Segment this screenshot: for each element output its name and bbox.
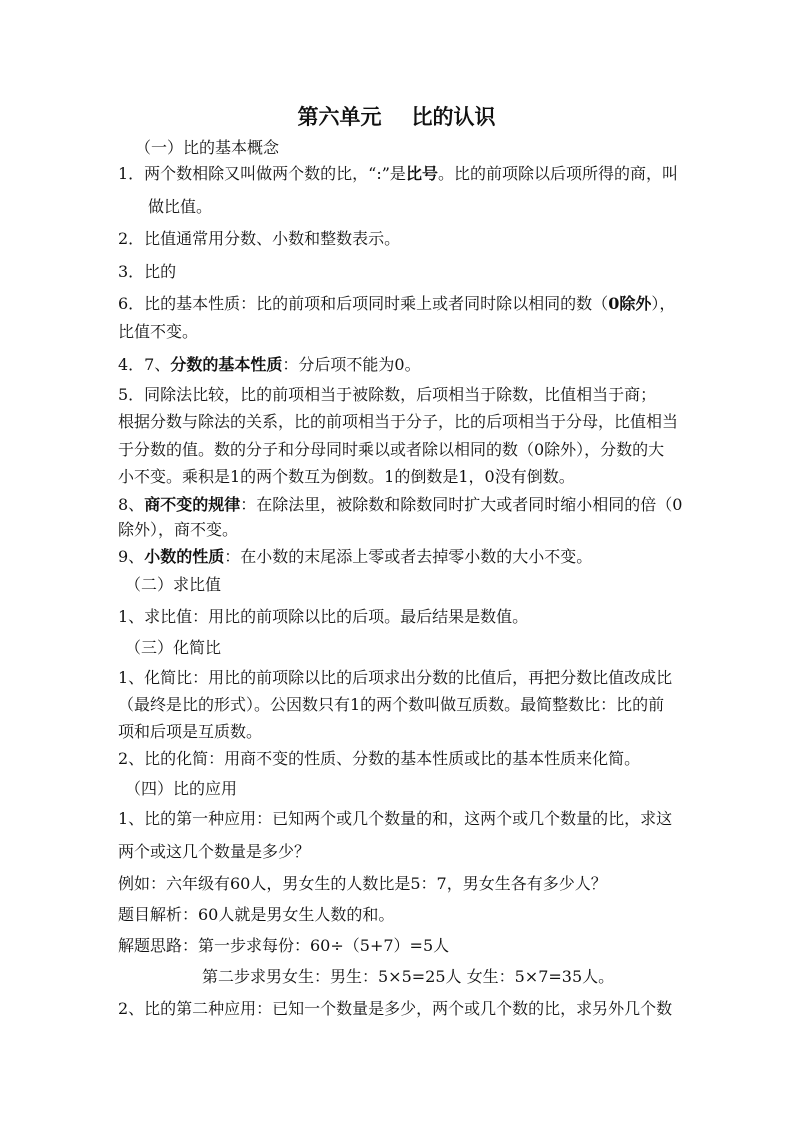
example-line: 例如：六年级有60人，男女生的人数比是5：7，男女生各有多少人？ <box>118 874 607 893</box>
paragraph-line: 1、比的第一种应用：已知两个或几个数量的和，这两个或几个数量的比，求这 <box>118 809 673 828</box>
paragraph-line: （最终是比的形式）。公因数只有1的两个数叫做互质数。最简整数比：比的前 <box>118 695 665 714</box>
example-line: 解题思路：第一步求每份：60÷（5+7）=5人 <box>118 936 450 955</box>
example-line: 第二步求男女生：男生：5×5=25人 女生：5×7=35人。 <box>202 967 615 986</box>
title-topic: 比的认识 <box>411 104 496 129</box>
paragraph-line: 2、比的化简：用商不变的性质、分数的基本性质或比的基本性质来化简。 <box>118 749 641 768</box>
paragraph-line: 小不变。乘积是1的两个数互为倒数。1的倒数是1，0没有倒数。 <box>118 467 575 486</box>
paragraph-line: 1、化简比：用比的前项除以比的后项求出分数的比值后，再把分数比值改成比 <box>118 668 673 687</box>
title-unit: 第六单元 <box>297 104 382 129</box>
paragraph-line: 4．7、分数的基本性质：分后项不能为0。 <box>118 355 421 374</box>
paragraph-line: 2．比值通常用分数、小数和整数表示。 <box>118 229 401 248</box>
paragraph-line: 6．比的基本性质：比的前项和后项同时乘上或者同时除以相同的数（0除外）， <box>118 294 676 313</box>
section-heading-1: （一）比的基本概念 <box>135 138 280 157</box>
paragraph-line: 9、小数的性质：在小数的末尾添上零或者去掉零小数的大小不变。 <box>118 547 593 566</box>
paragraph-line: 5．同除法比较，比的前项相当于被除数，后项相当于除数，比值相当于商； <box>118 385 657 404</box>
paragraph-line: 两个或这几个数量是多少？ <box>118 842 311 861</box>
paragraph-line: 3．比的 <box>118 262 177 281</box>
paragraph-line: 1、求比值：用比的前项除以比的后项。最后结果是数值。 <box>118 607 529 626</box>
paragraph-line: 根据分数与除法的关系，比的前项相当于分子，比的后项相当于分母，比值相当 <box>118 412 679 431</box>
paragraph-line: 项和后项是互质数。 <box>118 722 263 741</box>
section-heading-4: （四）比的应用 <box>125 779 238 798</box>
paragraph-line: 比值不变。 <box>118 322 199 341</box>
paragraph-line: 除外），商不变。 <box>118 520 239 539</box>
paragraph-line: 2、比的第二种应用：已知一个数量是多少，两个或几个数的比，求另外几个数 <box>118 999 673 1018</box>
page-title <box>0 104 793 130</box>
paragraph-line: 做比值。 <box>148 197 213 216</box>
section-heading-2: （二）求比值 <box>125 575 222 594</box>
paragraph-line: 1．两个数相除又叫做两个数的比，“:”是比号。比的前项除以后项所得的商，叫 <box>118 164 678 183</box>
example-line: 题目解析：60人就是男女生人数的和。 <box>118 905 395 924</box>
paragraph-line: 于分数的值。数的分子和分母同时乘以或者除以相同的数（0除外），分数的大 <box>118 440 665 459</box>
paragraph-line: 8、商不变的规律：在除法里，被除数和除数同时扩大或者同时缩小相同的倍（0 <box>118 495 683 514</box>
section-heading-3: （三）化简比 <box>125 638 222 657</box>
